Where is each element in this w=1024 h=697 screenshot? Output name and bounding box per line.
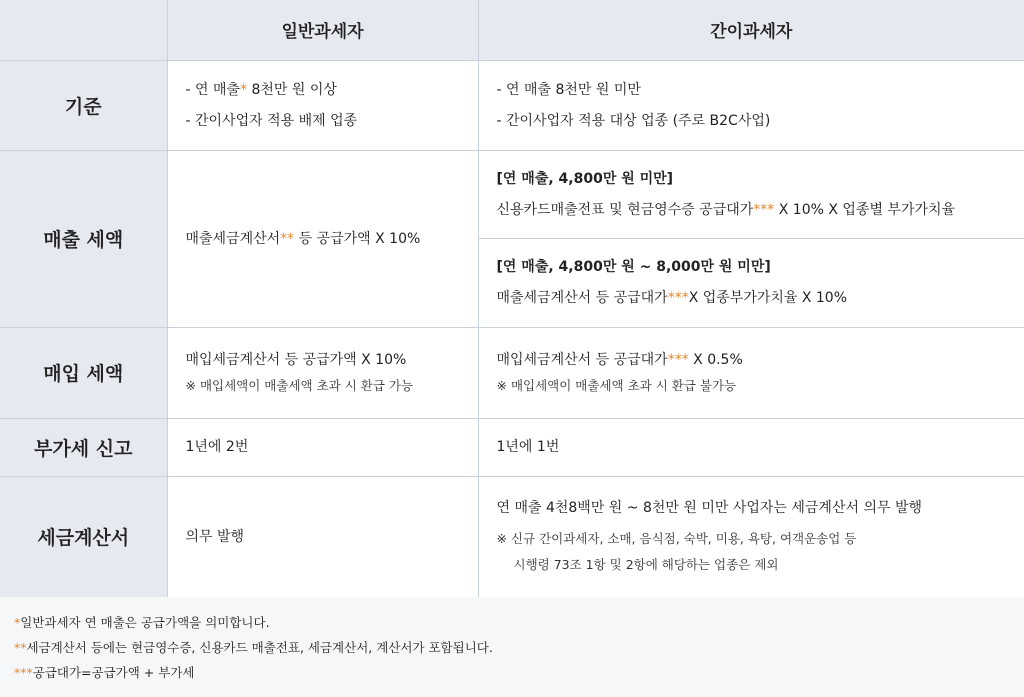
- sales-tax-label: 매출 세액: [0, 150, 167, 327]
- text: - 연 매출: [185, 81, 241, 98]
- tax-invoice-label: 세금계산서: [0, 476, 167, 597]
- sales-tax-row-a: [0, 150, 1024, 238]
- footnote-mark: *: [14, 615, 21, 630]
- footnote-mark: ***: [14, 665, 33, 680]
- text: 신용카드매출전표 및 현금영수증 공급대가: [496, 201, 754, 218]
- purchase-tax-simplified-line: [497, 349, 1007, 371]
- text: 8천만 원 이상: [247, 81, 337, 98]
- general-taxpayer-header: 일반과세자: [167, 0, 478, 60]
- footnote-mark: ***: [753, 201, 775, 218]
- sales-tax-simplified-b-title: [연 매출, 4,800만 원 ~ 8,000만 원 미만]: [496, 259, 771, 275]
- criteria-simplified-line1: - 연 매출 8천만 원 미만: [496, 81, 641, 98]
- criteria-row: [0, 60, 1024, 150]
- vat-filing-row: [0, 418, 1024, 476]
- vat-filing-simplified-cell: 1년에 1번: [478, 418, 1024, 476]
- purchase-tax-simplified-cell: [478, 327, 1024, 418]
- sales-tax-simplified-b-line: [497, 287, 1007, 309]
- purchase-tax-general-line: 매입세금계산서 등 공급가액 X 10%: [185, 351, 407, 368]
- tax-invoice-general-cell: 의무 발행: [167, 476, 478, 597]
- sales-tax-simplified-b-cell: [478, 238, 1024, 327]
- tax-invoice-simplified-note2: 시행령 73조 1항 및 2항에 해당하는 업종은 제외: [513, 557, 779, 572]
- tax-invoice-simplified-line: 연 매출 4천8백만 원 ~ 8천만 원 미만 사업자는 세금계산서 의무 발행: [496, 500, 923, 516]
- purchase-tax-general-note: ※ 매입세액이 매출세액 초과 시 환급 가능: [185, 377, 414, 393]
- footnote-2: [14, 638, 493, 656]
- purchase-tax-general-cell: [167, 327, 478, 418]
- vat-filing-label: 부가세 신고: [0, 418, 167, 476]
- footnote-text: 일반과세자 연 매출은 공급가액을 의미합니다.: [20, 615, 270, 630]
- tax-invoice-simplified-cell: [478, 476, 1024, 597]
- footnote-text: 공급대가=공급가액 + 부가세: [32, 665, 195, 680]
- tax-invoice-simplified-note1: ※ 신규 간이과세자, 소매, 음식점, 숙박, 미용, 욕탕, 여객운송업 등: [496, 531, 857, 546]
- footnote-1: [14, 613, 270, 631]
- purchase-tax-row: [0, 327, 1024, 418]
- footnote-mark: ***: [667, 290, 689, 306]
- criteria-simplified-cell: [478, 60, 1024, 150]
- corner-cell: [0, 0, 167, 60]
- criteria-general-line1: [186, 79, 460, 101]
- text: X 10% X 업종별 부가가치율: [774, 201, 956, 218]
- text: 등 공급가액 X 10%: [294, 230, 421, 247]
- criteria-label: 기준: [0, 60, 167, 150]
- criteria-general-cell: [167, 60, 478, 150]
- criteria-simplified-line2: - 간이사업자 적용 대상 업종 (주로 B2C사업): [496, 112, 771, 129]
- text: 매출세금계산서: [185, 230, 281, 247]
- header-row: [0, 0, 1024, 60]
- footnote-mark: **: [280, 230, 295, 247]
- text: X 업종부가가치율 X 10%: [688, 290, 848, 306]
- text: 매입세금계산서 등 공급대가: [496, 351, 668, 368]
- purchase-tax-label: 매입 세액: [0, 327, 167, 418]
- footnote-mark: ***: [667, 351, 689, 368]
- sales-tax-general-cell: [167, 150, 478, 327]
- vat-filing-general-cell: 1년에 2번: [167, 418, 478, 476]
- footnote-3: [14, 663, 194, 681]
- footnote-mark: **: [14, 640, 27, 655]
- text: X 0.5%: [688, 351, 743, 368]
- sales-tax-general-line: [186, 228, 460, 250]
- sales-tax-simplified-a-title: [연 매출, 4,800만 원 미만]: [496, 170, 674, 187]
- text: 매출세금계산서 등 공급대가: [496, 290, 668, 306]
- footnotes: [0, 597, 1024, 697]
- purchase-tax-simplified-note: ※ 매입세액이 매출세액 초과 시 환급 불가능: [496, 377, 737, 393]
- footnote-text: 세금계산서 등에는 현금영수증, 신용카드 매출전표, 세금계산서, 계산서가 포함됩니다.: [26, 640, 493, 655]
- sales-tax-simplified-a-line: [497, 199, 1007, 221]
- sales-tax-simplified-a-cell: [478, 150, 1024, 238]
- simplified-taxpayer-header: 간이과세자: [478, 0, 1024, 60]
- footnote-mark: *: [240, 81, 248, 98]
- criteria-general-line2: - 간이사업자 적용 배제 업종: [185, 112, 358, 129]
- tax-invoice-row: [0, 476, 1024, 597]
